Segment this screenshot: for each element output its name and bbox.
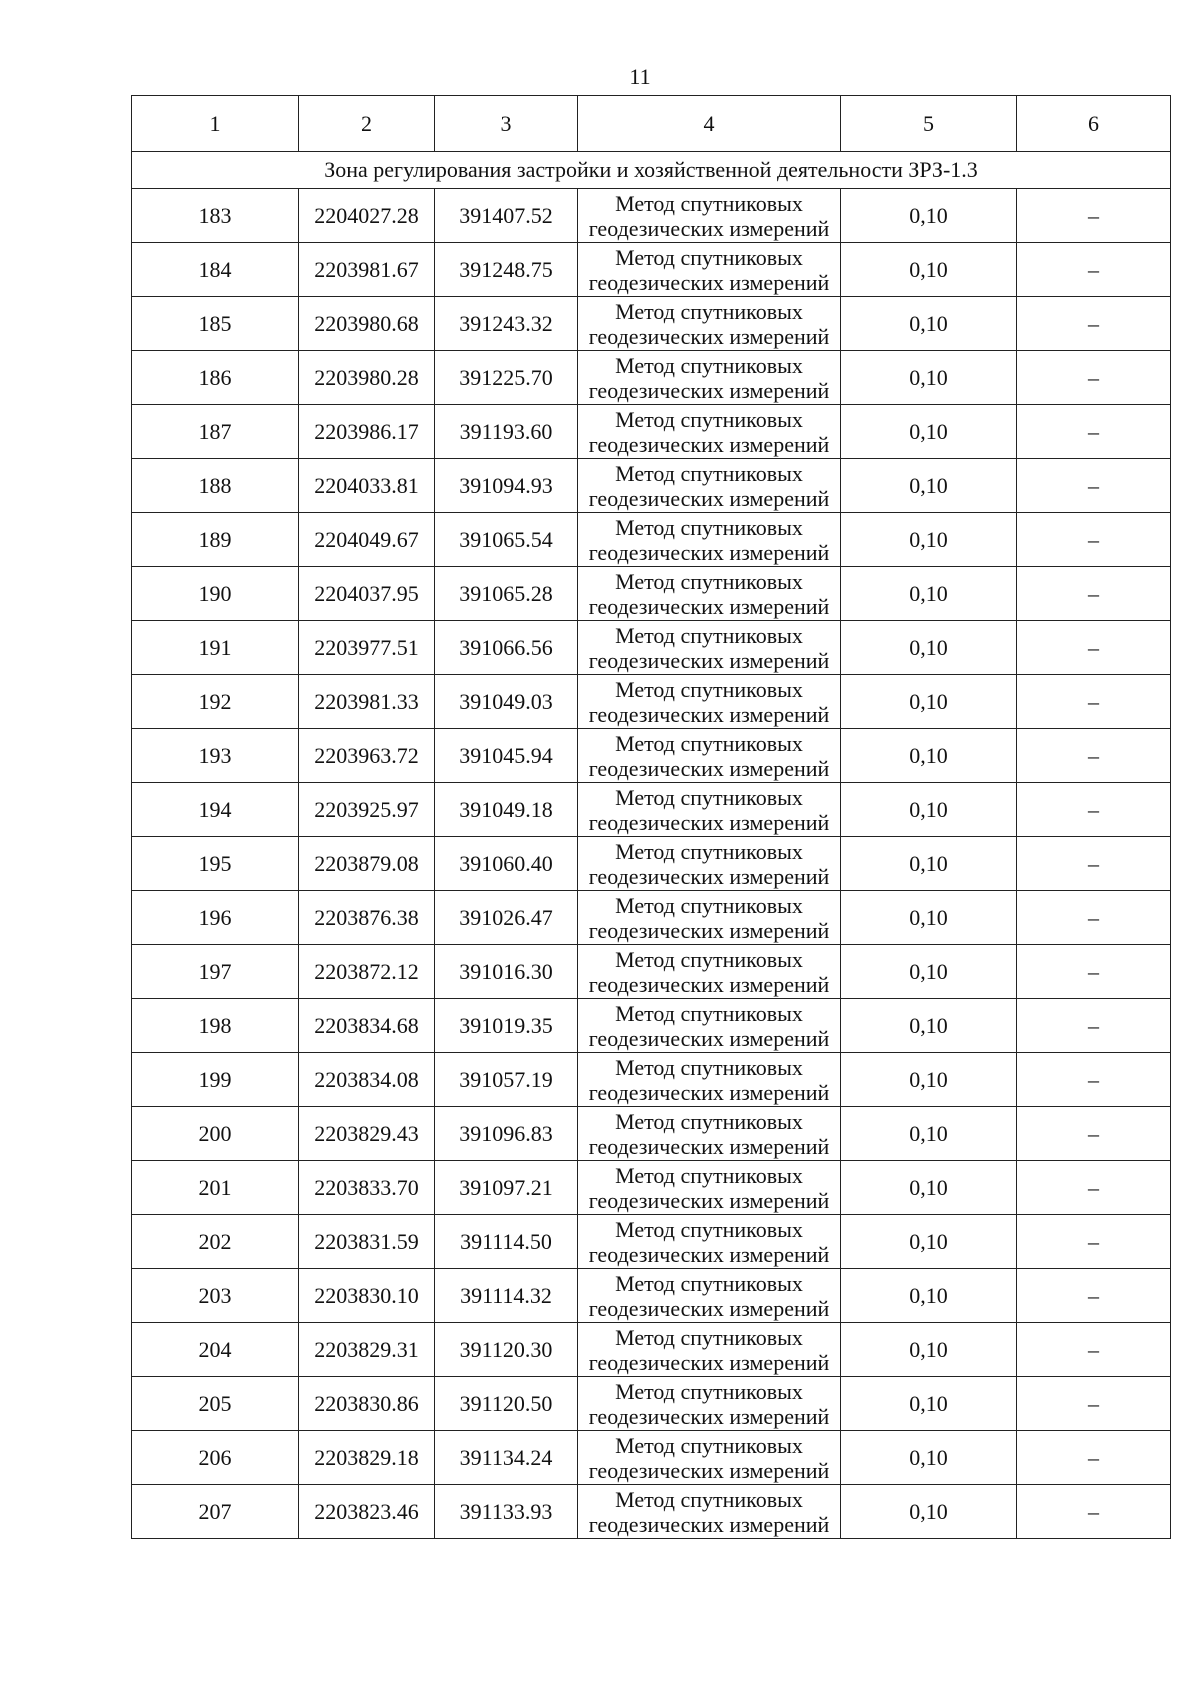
coordinate-y-cell: 391066.56 (435, 621, 578, 675)
coordinate-x-cell: 2203872.12 (299, 945, 435, 999)
method-cell (578, 783, 841, 837)
point-number-cell: 190 (132, 567, 299, 621)
accuracy-cell: 0,10 (841, 891, 1017, 945)
coordinate-y-cell: 391094.93 (435, 459, 578, 513)
coordinate-x-cell: 2203986.17 (299, 405, 435, 459)
accuracy-cell: 0,10 (841, 1215, 1017, 1269)
note-cell: – (1017, 189, 1171, 243)
coordinate-y-cell: 391049.03 (435, 675, 578, 729)
accuracy-cell: 0,10 (841, 1377, 1017, 1431)
note-cell: – (1017, 1215, 1171, 1269)
method-line-1: Метод спутниковых (615, 1216, 803, 1242)
method-line-2: геодезических измерений (588, 647, 830, 673)
accuracy-cell: 0,10 (841, 729, 1017, 783)
method-line-2: геодезических измерений (588, 917, 830, 943)
method-line-1: Метод спутниковых (615, 244, 803, 270)
point-number-cell: 184 (132, 243, 299, 297)
method-line-1: Метод спутниковых (615, 352, 803, 378)
method-line-1: Метод спутниковых (615, 1054, 803, 1080)
method-cell (578, 621, 841, 675)
coordinate-x-cell: 2203830.10 (299, 1269, 435, 1323)
coordinate-x-cell: 2203833.70 (299, 1161, 435, 1215)
note-cell: – (1017, 1323, 1171, 1377)
method-cell (578, 729, 841, 783)
point-number-cell: 207 (132, 1485, 299, 1539)
accuracy-cell: 0,10 (841, 567, 1017, 621)
coordinate-x-cell: 2203829.18 (299, 1431, 435, 1485)
method-cell (578, 351, 841, 405)
coordinate-x-cell: 2203981.33 (299, 675, 435, 729)
coordinate-y-cell: 391120.30 (435, 1323, 578, 1377)
note-cell: – (1017, 837, 1171, 891)
note-cell: – (1017, 459, 1171, 513)
coordinate-y-cell: 391133.93 (435, 1485, 578, 1539)
coordinate-y-cell: 391193.60 (435, 405, 578, 459)
note-cell: – (1017, 1161, 1171, 1215)
column-header-4: 4 (578, 96, 841, 152)
method-line-2: геодезических измерений (588, 863, 830, 889)
method-line-2: геодезических измерений (588, 1241, 830, 1267)
point-number-cell: 191 (132, 621, 299, 675)
coordinate-y-cell: 391097.21 (435, 1161, 578, 1215)
column-header-6: 6 (1017, 96, 1171, 152)
column-header-2: 2 (299, 96, 435, 152)
table-row (132, 945, 1171, 999)
point-number-cell: 183 (132, 189, 299, 243)
method-cell (578, 1485, 841, 1539)
note-cell: – (1017, 1485, 1171, 1539)
method-cell (578, 1323, 841, 1377)
coordinate-y-cell: 391096.83 (435, 1107, 578, 1161)
note-cell: – (1017, 351, 1171, 405)
method-line-1: Метод спутниковых (615, 1270, 803, 1296)
point-number-cell: 185 (132, 297, 299, 351)
table-row (132, 999, 1171, 1053)
coordinate-y-cell: 391114.50 (435, 1215, 578, 1269)
table-row (132, 729, 1171, 783)
method-line-2: геодезических измерений (588, 1511, 830, 1537)
coordinate-x-cell: 2203834.08 (299, 1053, 435, 1107)
accuracy-cell: 0,10 (841, 837, 1017, 891)
point-number-cell: 187 (132, 405, 299, 459)
method-line-1: Метод спутниковых (615, 406, 803, 432)
point-number-cell: 205 (132, 1377, 299, 1431)
coordinate-x-cell: 2203879.08 (299, 837, 435, 891)
method-line-1: Метод спутниковых (615, 1486, 803, 1512)
method-line-2: геодезических измерений (588, 1187, 830, 1213)
table-row (132, 297, 1171, 351)
point-number-cell: 204 (132, 1323, 299, 1377)
coordinate-y-cell: 391049.18 (435, 783, 578, 837)
coordinate-y-cell: 391114.32 (435, 1269, 578, 1323)
method-line-2: геодезических измерений (588, 377, 830, 403)
method-line-1: Метод спутниковых (615, 460, 803, 486)
method-cell (578, 1269, 841, 1323)
method-line-2: геодезических измерений (588, 1403, 830, 1429)
note-cell: – (1017, 405, 1171, 459)
note-cell: – (1017, 1377, 1171, 1431)
table-row (132, 1377, 1171, 1431)
method-line-1: Метод спутниковых (615, 1378, 803, 1404)
accuracy-cell: 0,10 (841, 1161, 1017, 1215)
coordinate-y-cell: 391407.52 (435, 189, 578, 243)
coordinate-x-cell: 2203876.38 (299, 891, 435, 945)
method-line-1: Метод спутниковых (615, 514, 803, 540)
method-line-1: Метод спутниковых (615, 1432, 803, 1458)
note-cell: – (1017, 729, 1171, 783)
note-cell: – (1017, 891, 1171, 945)
method-line-2: геодезических измерений (588, 431, 830, 457)
method-line-1: Метод спутниковых (615, 622, 803, 648)
coordinate-x-cell: 2203925.97 (299, 783, 435, 837)
table-row (132, 1269, 1171, 1323)
method-cell (578, 1053, 841, 1107)
method-cell (578, 405, 841, 459)
accuracy-cell: 0,10 (841, 675, 1017, 729)
method-line-2: геодезических измерений (588, 809, 830, 835)
note-cell: – (1017, 297, 1171, 351)
accuracy-cell: 0,10 (841, 1323, 1017, 1377)
method-line-1: Метод спутниковых (615, 838, 803, 864)
point-number-cell: 188 (132, 459, 299, 513)
note-cell: – (1017, 1053, 1171, 1107)
table-row (132, 405, 1171, 459)
coordinate-y-cell: 391019.35 (435, 999, 578, 1053)
accuracy-cell: 0,10 (841, 459, 1017, 513)
method-line-1: Метод спутниковых (615, 298, 803, 324)
point-number-cell: 206 (132, 1431, 299, 1485)
table-row (132, 351, 1171, 405)
point-number-cell: 197 (132, 945, 299, 999)
accuracy-cell: 0,10 (841, 297, 1017, 351)
accuracy-cell: 0,10 (841, 999, 1017, 1053)
zone-title: Зона регулирования застройки и хозяйственной деятельности ЗРЗ-1.3 (132, 152, 1171, 189)
coordinate-x-cell: 2203823.46 (299, 1485, 435, 1539)
coordinate-x-cell: 2203829.43 (299, 1107, 435, 1161)
accuracy-cell: 0,10 (841, 1053, 1017, 1107)
coordinate-y-cell: 391065.54 (435, 513, 578, 567)
point-number-cell: 189 (132, 513, 299, 567)
point-number-cell: 193 (132, 729, 299, 783)
method-cell (578, 297, 841, 351)
method-line-1: Метод спутниковых (615, 1108, 803, 1134)
table-body (132, 152, 1171, 1539)
method-line-2: геодезических измерений (588, 1457, 830, 1483)
method-cell (578, 459, 841, 513)
note-cell: – (1017, 783, 1171, 837)
method-line-2: геодезических измерений (588, 1349, 830, 1375)
method-line-2: геодезических измерений (588, 701, 830, 727)
table-row (132, 1485, 1171, 1539)
method-line-1: Метод спутниковых (615, 1324, 803, 1350)
method-line-1: Метод спутниковых (615, 568, 803, 594)
point-number-cell: 198 (132, 999, 299, 1053)
coordinate-y-cell: 391016.30 (435, 945, 578, 999)
table-row (132, 513, 1171, 567)
coordinate-x-cell: 2203981.67 (299, 243, 435, 297)
method-line-1: Метод спутниковых (615, 730, 803, 756)
note-cell: – (1017, 567, 1171, 621)
column-header-1: 1 (132, 96, 299, 152)
coordinate-x-cell: 2203980.68 (299, 297, 435, 351)
note-cell: – (1017, 1107, 1171, 1161)
accuracy-cell: 0,10 (841, 783, 1017, 837)
coordinate-x-cell: 2203980.28 (299, 351, 435, 405)
coordinate-y-cell: 391120.50 (435, 1377, 578, 1431)
table-row (132, 459, 1171, 513)
coordinate-y-cell: 391045.94 (435, 729, 578, 783)
coordinate-y-cell: 391134.24 (435, 1431, 578, 1485)
method-line-1: Метод спутниковых (615, 946, 803, 972)
note-cell: – (1017, 1269, 1171, 1323)
accuracy-cell: 0,10 (841, 1485, 1017, 1539)
method-line-1: Метод спутниковых (615, 1000, 803, 1026)
accuracy-cell: 0,10 (841, 189, 1017, 243)
method-line-1: Метод спутниковых (615, 1162, 803, 1188)
coordinate-y-cell: 391060.40 (435, 837, 578, 891)
table-row (132, 783, 1171, 837)
page-number: 11 (629, 64, 651, 89)
note-cell: – (1017, 675, 1171, 729)
method-cell (578, 1107, 841, 1161)
method-line-2: геодезических измерений (588, 1295, 830, 1321)
coordinate-y-cell: 391026.47 (435, 891, 578, 945)
table-row (132, 567, 1171, 621)
accuracy-cell: 0,10 (841, 621, 1017, 675)
coordinate-y-cell: 391243.32 (435, 297, 578, 351)
method-line-2: геодезических измерений (588, 1079, 830, 1105)
accuracy-cell: 0,10 (841, 243, 1017, 297)
accuracy-cell: 0,10 (841, 1431, 1017, 1485)
coordinate-x-cell: 2203834.68 (299, 999, 435, 1053)
table-row (132, 1107, 1171, 1161)
method-line-2: геодезических измерений (588, 755, 830, 781)
method-cell (578, 675, 841, 729)
note-cell: – (1017, 621, 1171, 675)
point-number-cell: 202 (132, 1215, 299, 1269)
method-line-1: Метод спутниковых (615, 892, 803, 918)
coordinate-x-cell: 2203829.31 (299, 1323, 435, 1377)
point-number-cell: 201 (132, 1161, 299, 1215)
accuracy-cell: 0,10 (841, 351, 1017, 405)
method-cell (578, 1215, 841, 1269)
method-line-2: геодезических измерений (588, 323, 830, 349)
method-line-2: геодезических измерений (588, 485, 830, 511)
coordinate-x-cell: 2203831.59 (299, 1215, 435, 1269)
coordinate-x-cell: 2204049.67 (299, 513, 435, 567)
method-cell (578, 837, 841, 891)
coordinate-x-cell: 2204037.95 (299, 567, 435, 621)
coordinate-x-cell: 2203830.86 (299, 1377, 435, 1431)
coordinate-y-cell: 391225.70 (435, 351, 578, 405)
method-line-2: геодезических измерений (588, 269, 830, 295)
accuracy-cell: 0,10 (841, 945, 1017, 999)
note-cell: – (1017, 513, 1171, 567)
point-number-cell: 186 (132, 351, 299, 405)
method-line-2: геодезических измерений (588, 593, 830, 619)
accuracy-cell: 0,10 (841, 1269, 1017, 1323)
table-row (132, 675, 1171, 729)
table-row (132, 243, 1171, 297)
table-row (132, 891, 1171, 945)
zone-title-row (132, 152, 1171, 189)
table-row (132, 1215, 1171, 1269)
method-line-1: Метод спутниковых (615, 784, 803, 810)
method-cell (578, 1431, 841, 1485)
note-cell: – (1017, 1431, 1171, 1485)
point-number-cell: 203 (132, 1269, 299, 1323)
accuracy-cell: 0,10 (841, 513, 1017, 567)
coordinate-x-cell: 2204027.28 (299, 189, 435, 243)
coordinate-y-cell: 391065.28 (435, 567, 578, 621)
note-cell: – (1017, 945, 1171, 999)
column-header-5: 5 (841, 96, 1017, 152)
coordinate-y-cell: 391057.19 (435, 1053, 578, 1107)
method-cell (578, 243, 841, 297)
coordinate-x-cell: 2203963.72 (299, 729, 435, 783)
coordinates-table (131, 95, 1171, 1539)
table-row (132, 837, 1171, 891)
method-cell (578, 891, 841, 945)
point-number-cell: 199 (132, 1053, 299, 1107)
coordinate-x-cell: 2204033.81 (299, 459, 435, 513)
method-cell (578, 1377, 841, 1431)
method-line-2: геодезических измерений (588, 215, 830, 241)
method-cell (578, 189, 841, 243)
point-number-cell: 200 (132, 1107, 299, 1161)
method-line-2: геодезических измерений (588, 539, 830, 565)
column-number-row (132, 96, 1171, 152)
table-row (132, 1161, 1171, 1215)
table-row (132, 189, 1171, 243)
table-row (132, 1431, 1171, 1485)
table-row (132, 621, 1171, 675)
method-line-1: Метод спутниковых (615, 190, 803, 216)
table-row (132, 1323, 1171, 1377)
note-cell: – (1017, 999, 1171, 1053)
method-cell (578, 945, 841, 999)
point-number-cell: 196 (132, 891, 299, 945)
method-line-2: геодезических измерений (588, 1025, 830, 1051)
accuracy-cell: 0,10 (841, 1107, 1017, 1161)
note-cell: – (1017, 243, 1171, 297)
point-number-cell: 194 (132, 783, 299, 837)
table-row (132, 1053, 1171, 1107)
method-line-1: Метод спутниковых (615, 676, 803, 702)
method-line-2: геодезических измерений (588, 1133, 830, 1159)
method-cell (578, 999, 841, 1053)
method-line-2: геодезических измерений (588, 971, 830, 997)
coordinate-y-cell: 391248.75 (435, 243, 578, 297)
coordinate-x-cell: 2203977.51 (299, 621, 435, 675)
method-cell (578, 1161, 841, 1215)
column-header-3: 3 (435, 96, 578, 152)
point-number-cell: 192 (132, 675, 299, 729)
accuracy-cell: 0,10 (841, 405, 1017, 459)
method-cell (578, 513, 841, 567)
point-number-cell: 195 (132, 837, 299, 891)
method-cell (578, 567, 841, 621)
